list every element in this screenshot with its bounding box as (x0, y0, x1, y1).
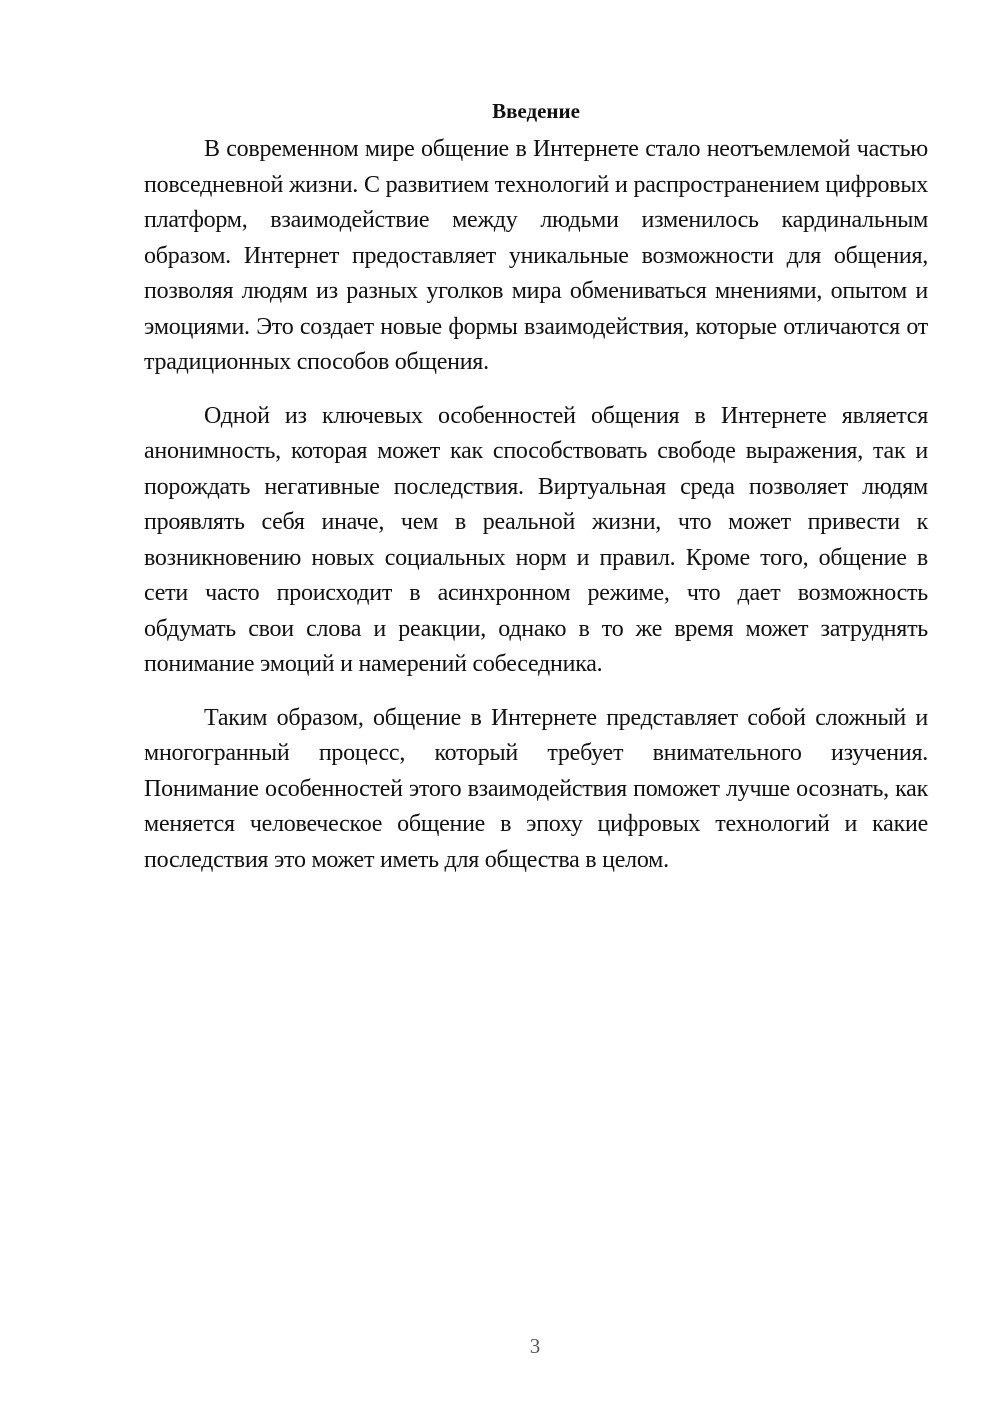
paragraph-3: Таким образом, общение в Интернете представляет собой сложный и многогранный процесс, который требует внимательного изучения. Понимание особенностей этого взаимодействия поможет лучше осознать, как меняется человеческое общение в эпоху цифровых технологий и какие последствия это может иметь для общества в целом. (144, 704, 928, 873)
paragraph-1: В современном мире общение в Интернете стало неотъемлемой частью повседневной жизни. С развитием технологий и распространением цифровых платформ, взаимодействие между людьми изменилось кардинальным образом. Интернет предоставляет уникальные возможности для общения, позволяя людям из разных уголков мира обмениваться мнениями, опытом и эмоциями. Это создает новые формы взаимодействия, которые отличаются от традиционных способов общения. (144, 136, 928, 375)
paragraph-2: Одной из ключевых особенностей общения в Интернете является анонимность, которая может как способствовать свободе выражения, так и порождать негативные последствия. Виртуальная среда позволяет людям проявлять себя иначе, чем в реальной жизни, что может привести к возникновению новых социальных норм и правил. Кроме того, общение в сети часто происходит в асинхронном режиме, что дает возможность обдумать свои слова и реакции, однако в то же время может затруднять понимание эмоций и намерений собеседника. (144, 402, 928, 677)
page-content (144, 96, 928, 896)
page-number: 3 (529, 1334, 541, 1358)
section-heading: Введение (492, 99, 580, 123)
